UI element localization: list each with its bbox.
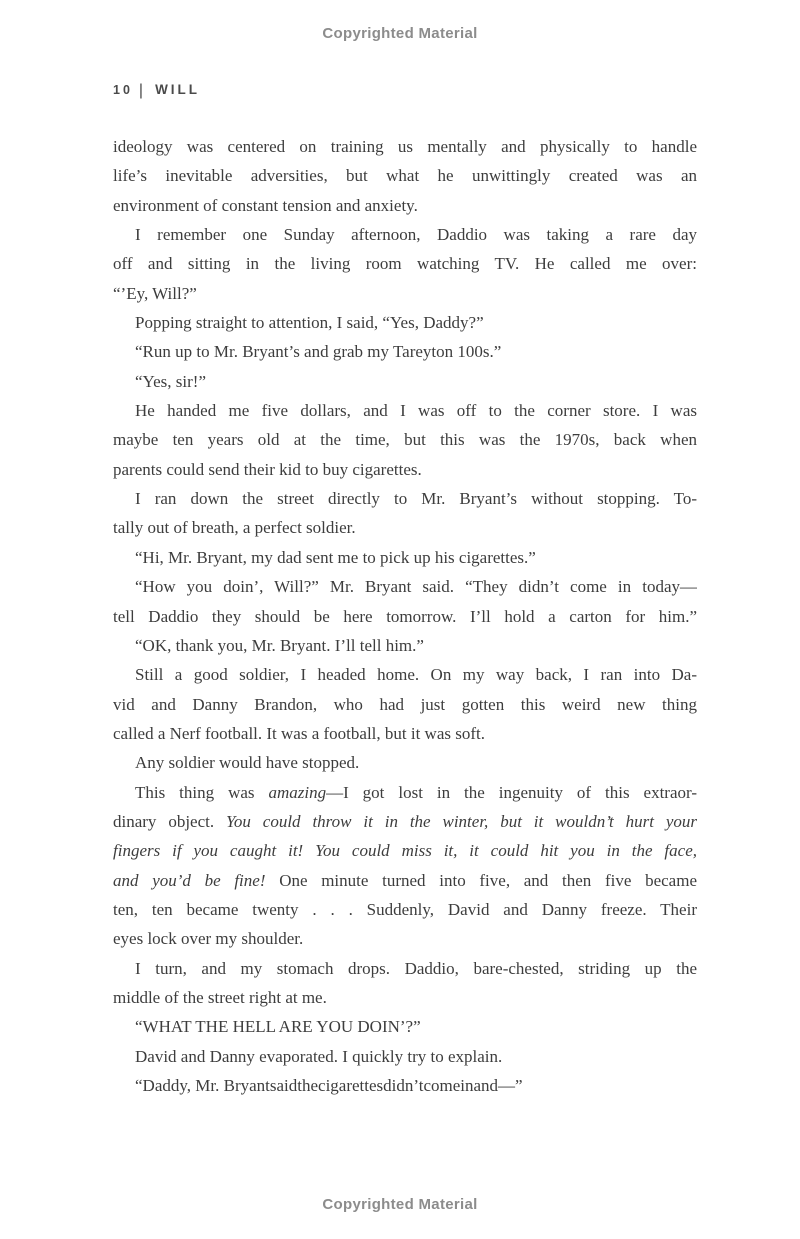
- text-segment: ten, ten became twenty . . . Suddenly, David and Danny freeze. Their: [113, 899, 697, 919]
- text-segment: “’Ey, Will?”: [113, 283, 197, 303]
- text-line: [113, 719, 697, 748]
- text-line: [113, 866, 697, 895]
- text-segment: —I got lost in the ingenuity of this extraor-: [326, 782, 697, 802]
- text-segment: tally out of breath, a perfect soldier.: [113, 518, 356, 538]
- text-segment: off and sitting in the living room watching TV. He called me over:: [113, 254, 697, 274]
- text-segment: Popping straight to attention, I said, “Yes, Daddy?”: [135, 313, 484, 333]
- header-divider: |: [138, 82, 147, 99]
- text-segment: “Yes, sir!”: [135, 371, 206, 391]
- text-line: [113, 396, 697, 425]
- text-segment: I ran down the street directly to Mr. Bryant’s without stopping. To-: [135, 489, 697, 509]
- text-line: [113, 543, 697, 572]
- text-line: [113, 660, 697, 689]
- text-line: [113, 572, 697, 601]
- text-segment: environment of constant tension and anxiety.: [113, 195, 418, 215]
- text-segment: “Daddy, Mr. Bryantsaidthecigarettesdidn’tcomeinand—”: [135, 1076, 523, 1095]
- copyright-notice-top: Copyrighted Material: [322, 25, 478, 42]
- text-segment: “OK, thank you, Mr. Bryant. I’ll tell him.”: [135, 635, 424, 655]
- text-segment: Still a good soldier, I headed home. On my way back, I ran into Da-: [135, 665, 697, 685]
- text-line: [113, 132, 697, 161]
- text-segment: vid and Danny Brandon, who had just gotten this weird new thing: [113, 694, 697, 714]
- text-segment: I turn, and my stomach drops. Daddio, bare-chested, striding up the: [135, 958, 697, 978]
- italic-text-segment: and you’d be fine!: [113, 870, 266, 890]
- text-line: [113, 484, 697, 513]
- text-segment: maybe ten years old at the time, but this was the 1970s, back when: [113, 430, 697, 450]
- text-line: [113, 513, 697, 542]
- text-segment: parents could send their kid to buy cigarettes.: [113, 459, 422, 479]
- text-segment: life’s inevitable adversities, but what he unwittingly created was an: [113, 166, 697, 186]
- text-line: [113, 602, 697, 631]
- text-line: [113, 425, 697, 454]
- text-line: [113, 895, 697, 924]
- running-header: [113, 81, 200, 99]
- text-segment: called a Nerf football. It was a football, but it was soft.: [113, 723, 485, 743]
- text-line: [113, 954, 697, 983]
- italic-text-segment: fingers if you caught it! You could miss it, it could hit you in the face,: [113, 841, 697, 861]
- text-line: [113, 631, 697, 660]
- text-segment: One minute turned into five, and then five became: [265, 870, 697, 890]
- text-line: [113, 778, 697, 807]
- text-segment: Any soldier would have stopped.: [135, 753, 360, 773]
- text-segment: “Run up to Mr. Bryant’s and grab my Tareyton 100s.”: [135, 342, 502, 362]
- text-line: [113, 161, 697, 190]
- page-number: 10: [113, 83, 133, 97]
- text-line: [113, 367, 697, 396]
- italic-text-segment: You could throw it in the winter, but it wouldn’t hurt your: [226, 811, 697, 831]
- text-line: [113, 191, 697, 220]
- text-line: [113, 748, 697, 777]
- text-line: [113, 807, 697, 836]
- text-line: [113, 690, 697, 719]
- text-line: [113, 1012, 697, 1041]
- text-line: [113, 337, 697, 366]
- page-body: [113, 132, 697, 1100]
- text-line: [113, 983, 697, 1012]
- text-line: [113, 1042, 697, 1071]
- text-segment: He handed me five dollars, and I was off to the corner store. I was: [135, 401, 697, 421]
- text-segment: eyes lock over my shoulder.: [113, 929, 304, 949]
- text-segment: dinary object.: [113, 811, 226, 831]
- text-segment: ideology was centered on training us mentally and physically to handle: [113, 137, 697, 156]
- text-segment: This thing was: [135, 782, 269, 802]
- copyright-notice-bottom: Copyrighted Material: [322, 1196, 478, 1213]
- text-line: [113, 1071, 697, 1100]
- text-segment: tell Daddio they should be here tomorrow. I’ll hold a carton for him.”: [113, 606, 697, 626]
- italic-text-segment: amazing: [268, 782, 327, 802]
- text-segment: “How you doin’, Will?” Mr. Bryant said. “They didn’t come in today—: [135, 577, 697, 597]
- text-line: [113, 220, 697, 249]
- text-line: [113, 249, 697, 278]
- book-title: WILL: [155, 82, 201, 97]
- text-line: [113, 308, 697, 337]
- text-line: [113, 279, 697, 308]
- text-segment: “WHAT THE HELL ARE YOU DOIN’?”: [135, 1017, 421, 1037]
- text-line: [113, 455, 697, 484]
- text-line: [113, 836, 697, 865]
- text-segment: middle of the street right at me.: [113, 987, 327, 1007]
- text-segment: “Hi, Mr. Bryant, my dad sent me to pick up his cigarettes.”: [135, 547, 536, 567]
- text-line: [113, 924, 697, 953]
- text-segment: I remember one Sunday afternoon, Daddio was taking a rare day: [135, 225, 697, 245]
- text-segment: David and Danny evaporated. I quickly try to explain.: [135, 1046, 503, 1066]
